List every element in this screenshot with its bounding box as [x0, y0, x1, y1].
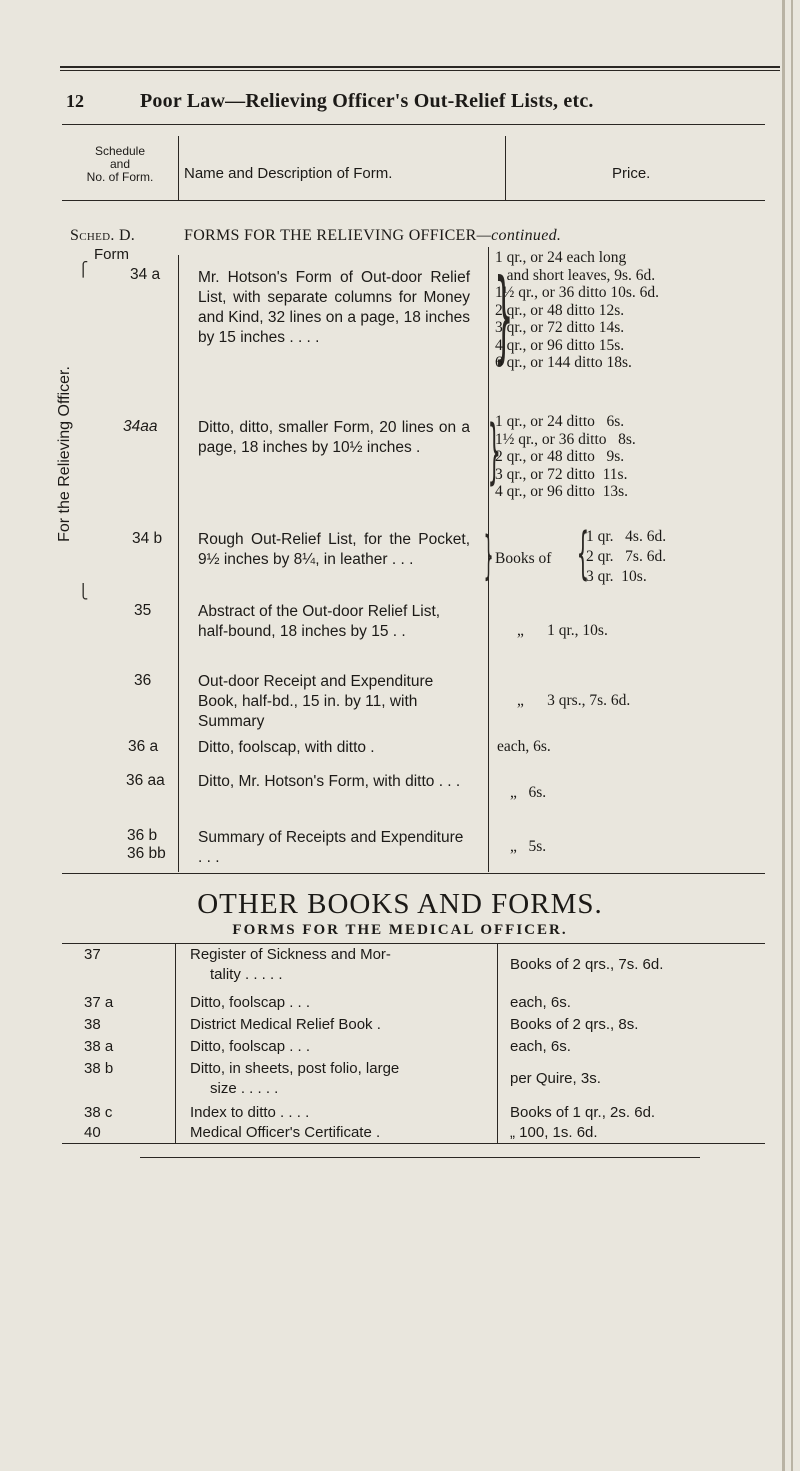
price: Books of 1 qr., 2s. 6d. [510, 1104, 656, 1121]
brace-icon: } [487, 410, 501, 492]
brace-icon: } [494, 257, 514, 374]
price-list: 1 qr., or 24 each long and short leaves, 9s. 6d. 1½ qr., or 36 ditto 10s. 6d. 2 qr., or 48 ditto 12s. 3 qr., or 72 ditto 14s. 4 qr., or 96 ditto 15s. 6 qr., or 144 ditto 18s. [495, 249, 660, 371]
form-description: Medical Officer's Certificate . [190, 1124, 381, 1141]
form-description: Summary of Receipts and Expenditure . . . [198, 829, 464, 866]
section-heading-text: FORMS FOR THE RELIEVING OFFICER [184, 227, 477, 244]
form-description: Abstract of the Out-door Relief List, half-bound, 18 inches by 15 . . [198, 603, 441, 640]
brace-icon: { [576, 521, 590, 586]
form-description: Index to ditto . . . . [190, 1104, 310, 1121]
column-header-schedule: Schedule and No. of Form. [86, 144, 154, 184]
price: each, 6s. [510, 1038, 571, 1055]
form-description: Ditto, foolscap, with ditto . [198, 739, 375, 756]
form-number: 34 b [132, 530, 163, 547]
page-title: Poor Law—Relieving Officer's Out-Relief Lists, etc. [140, 90, 594, 112]
header-rule [60, 66, 780, 68]
brace-icon: } [483, 526, 494, 586]
price-line: 3 qr. 10s. [586, 568, 647, 585]
form-description: size . . . . . [210, 1080, 279, 1097]
table-bottom-rule [140, 1157, 700, 1158]
table-top-rule [62, 124, 765, 125]
form-label: Form [94, 246, 129, 263]
section-heading-suffix: —continued. [476, 227, 562, 244]
form-number: 37 a [84, 994, 114, 1011]
form-number: 36 a [128, 738, 159, 755]
form-description: Register of Sickness and Mor- [190, 946, 391, 963]
price-books-of: Books of [495, 550, 552, 567]
column-divider [175, 943, 176, 1143]
price-list: „ 5s. [510, 838, 547, 855]
brace-icon: ⎧ [78, 262, 89, 278]
form-number: 35 [134, 602, 152, 619]
price-line: 1 qr. 4s. 6d. [586, 528, 667, 545]
header-rule [60, 70, 780, 71]
form-number-line: 36 bb [127, 845, 166, 862]
price-line: 2 qr. 7s. 6d. [586, 548, 667, 565]
form-description: Ditto, foolscap . . . [190, 1038, 311, 1055]
form-description: Ditto, Mr. Hotson's Form, with ditto . . . [198, 773, 461, 790]
form-description: Out-door Receipt and Expenditure Book, half-bd., 15 in. by 11, with Summary [198, 673, 434, 730]
page-edge-shadow [782, 0, 785, 1471]
form-number: 34 a [130, 266, 161, 283]
schedule-label: Sched. D. [70, 227, 136, 244]
price-list: „ 3 qrs., 7s. 6d. [517, 692, 631, 709]
form-description: Ditto, ditto, smaller Form, 20 lines on a page, 18 inches by 10½ inches . [198, 419, 470, 456]
price-list: „ 1 qr., 10s. [517, 622, 608, 639]
table-bottom-rule [62, 1143, 765, 1144]
form-description: Rough Out-Relief List, for the Pocket, 9½ inches by 8¼, in leather . . . [198, 531, 470, 568]
table-header-rule [62, 200, 765, 201]
column-divider [497, 943, 498, 1143]
form-description: District Medical Relief Book . [190, 1016, 381, 1033]
form-number: 38 b [84, 1060, 114, 1077]
form-number: 36 [134, 672, 152, 689]
price-list: 1 qr., or 24 ditto 6s. 1½ qr., or 36 ditto 8s. 2 qr., or 48 ditto 9s. 3 qr., or 72 ditto 11s. 4 qr., or 96 ditto 13s. [495, 413, 636, 500]
side-label: For the Relieving Officer. [56, 366, 73, 542]
brace-icon: ⎩ [78, 584, 89, 600]
column-divider [505, 136, 506, 200]
page-edge-shadow [791, 0, 793, 1471]
form-number: 36 aa [126, 772, 165, 789]
form-number: 38 c [84, 1104, 113, 1121]
column-header-price: Price. [612, 165, 651, 182]
form-description: tality . . . . . [210, 966, 283, 983]
price: Books of 2 qrs., 7s. 6d. [510, 956, 664, 973]
section-rule [62, 873, 765, 874]
form-description: Ditto, in sheets, post folio, large [190, 1060, 400, 1077]
price: each, 6s. [510, 994, 571, 1011]
form-number: 38 [84, 1016, 101, 1033]
price: „ 100, 1s. 6d. [510, 1124, 598, 1141]
page-number: 12 [66, 91, 84, 111]
column-divider [178, 136, 179, 200]
form-number-line: 36 b [127, 827, 158, 844]
form-number: 40 [84, 1124, 101, 1141]
form-number: 34aa [123, 418, 158, 435]
section-heading [184, 227, 561, 245]
section-rule [62, 943, 765, 944]
form-number: 38 a [84, 1038, 114, 1055]
price-list: „ 6s. [510, 784, 547, 801]
price: Books of 2 qrs., 8s. [510, 1016, 639, 1033]
price-list: each, 6s. [497, 738, 551, 755]
form-number [127, 827, 166, 863]
column-header-name: Name and Description of Form. [184, 165, 393, 182]
form-description: Mr. Hotson's Form of Out-door Relief List, with separate columns for Money and Kind, 32 lines on a page, 18 inches by 15 inches . . . . [198, 269, 470, 346]
section-subtitle: FORMS FOR THE MEDICAL OFFICER. [232, 922, 568, 938]
form-number: 37 [84, 946, 101, 963]
price: per Quire, 3s. [510, 1070, 601, 1087]
section-title: OTHER BOOKS AND FORMS. [197, 888, 603, 920]
form-description: Ditto, foolscap . . . [190, 994, 311, 1011]
column-divider [178, 255, 179, 872]
